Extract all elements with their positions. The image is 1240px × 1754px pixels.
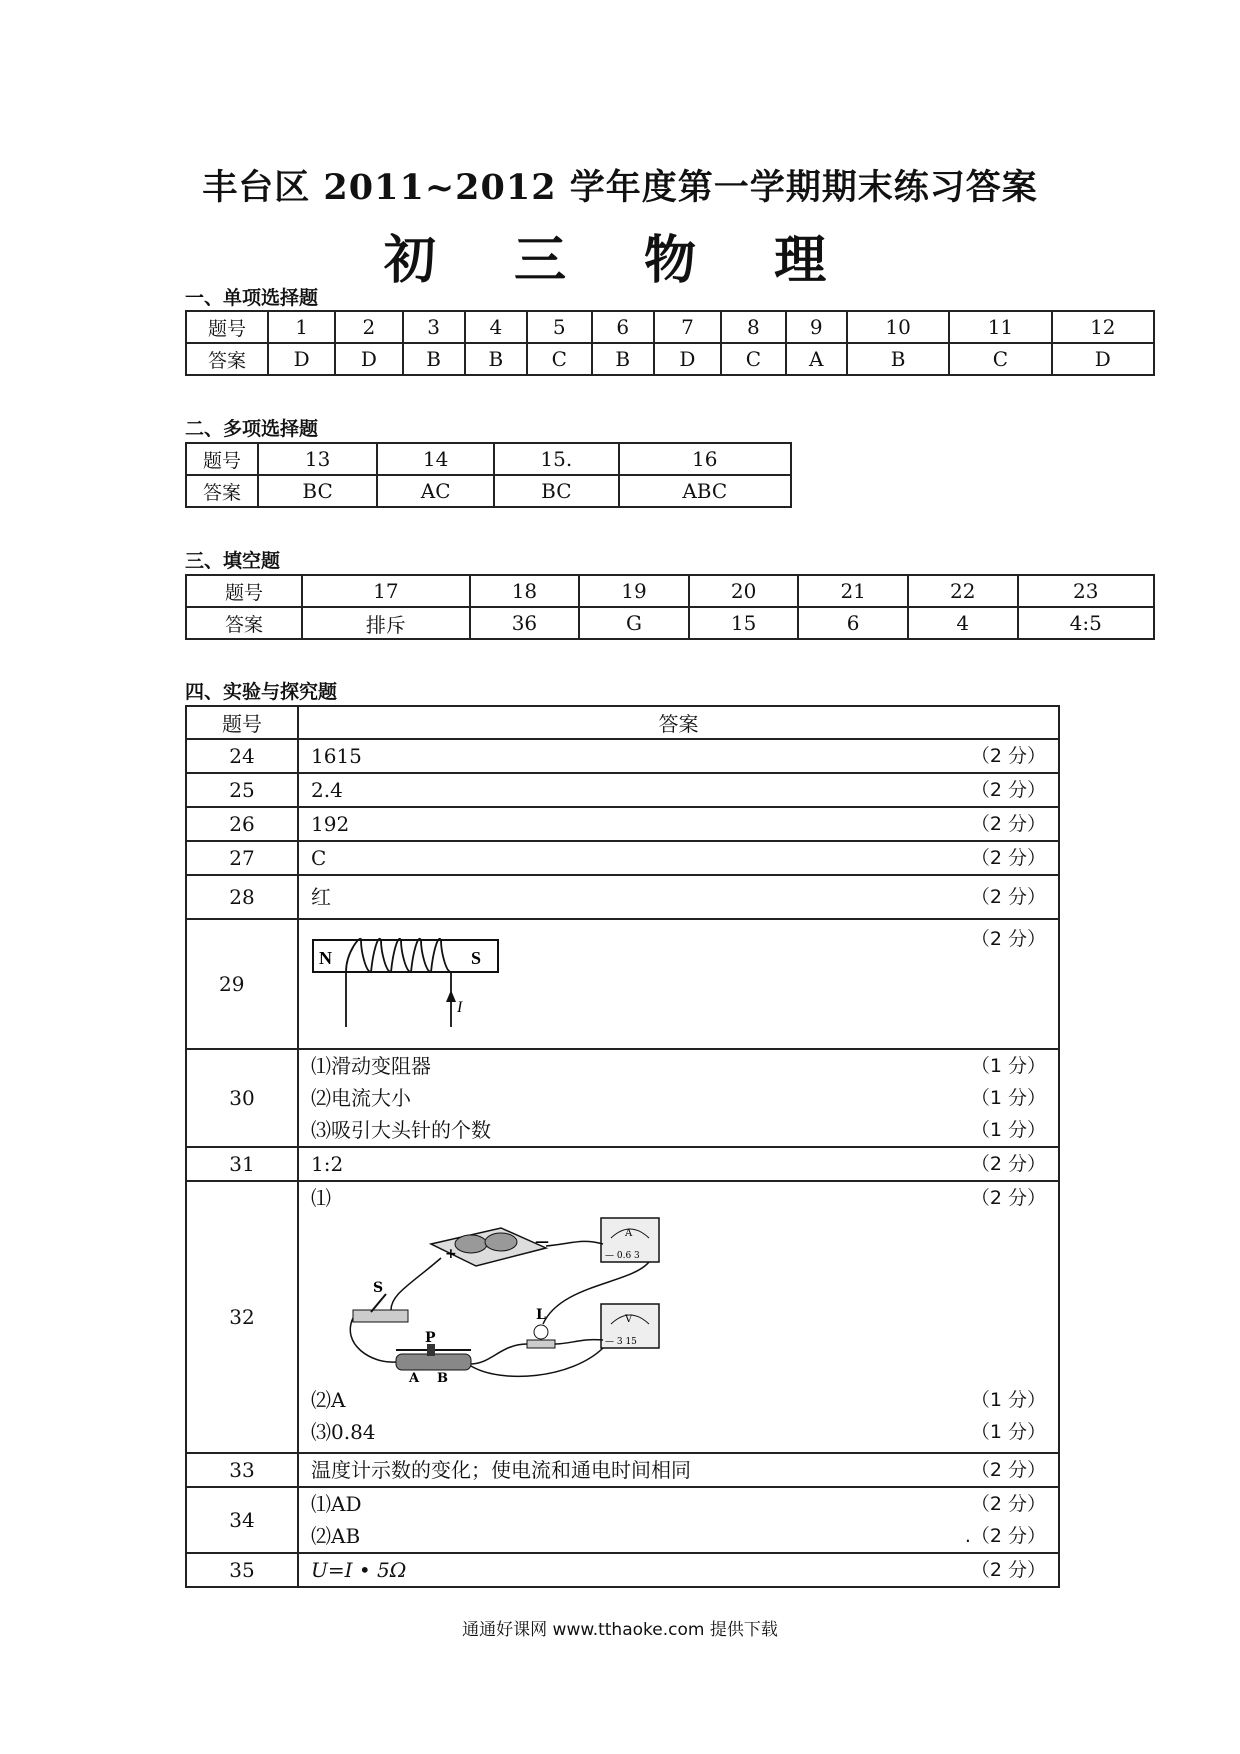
footer-source: 通通好课网 www.tthaoke.com 提供下载 — [462, 1620, 778, 1640]
question-number: 31 — [186, 1147, 298, 1181]
answer-cell: B — [592, 343, 654, 375]
answer-text: 红 — [311, 885, 331, 909]
answer-cell: 36 — [470, 607, 580, 639]
answer-cell: 15 — [689, 607, 799, 639]
pole-n-label: N — [319, 948, 332, 968]
pole-s-label: S — [471, 948, 482, 968]
answer-text: ⑶0.84 — [311, 1420, 376, 1444]
question-cell: 18 — [470, 575, 580, 607]
answer-cell: 6 — [798, 607, 908, 639]
row-25 — [186, 773, 1059, 807]
question-cell: 11 — [949, 311, 1051, 343]
lamp-bulb — [534, 1325, 548, 1339]
circuit-diagram — [331, 1214, 711, 1384]
question-cell: 15. — [494, 443, 618, 475]
row-29 — [186, 919, 1059, 1049]
answer-cell: 4 — [908, 607, 1018, 639]
answer-cell: D — [1052, 343, 1154, 375]
ammeter-letter: A — [625, 1228, 633, 1239]
answer-text: U=I • 5Ω — [311, 1558, 407, 1582]
header-question: 题号 — [186, 706, 298, 739]
question-number: 33 — [186, 1453, 298, 1487]
lamp-label: L — [536, 1307, 546, 1323]
question-number: 25 — [186, 773, 298, 807]
answer-cell: ABC — [619, 475, 791, 507]
score: （2 分） — [970, 1153, 1046, 1175]
row-label-question: 题号 — [186, 443, 258, 475]
answer-text: ⑵电流大小 — [311, 1086, 411, 1110]
question-cell: 21 — [798, 575, 908, 607]
answer-cell: BC — [494, 475, 618, 507]
score: .（2 分） — [964, 1525, 1046, 1547]
score: （2 分） — [970, 813, 1046, 835]
voltmeter-terminals: — 3 15 — [605, 1337, 637, 1347]
current-label: I — [457, 999, 463, 1016]
slider-label: P — [425, 1330, 436, 1346]
document-subtitle: 初 三 物 理 — [383, 230, 857, 291]
question-cell: 14 — [377, 443, 494, 475]
score: （2 分） — [970, 1559, 1046, 1581]
row-label-question: 题号 — [186, 575, 302, 607]
question-cell: 9 — [786, 311, 847, 343]
answer-cell: C — [527, 343, 592, 375]
section3-heading: 三、填空题 — [185, 550, 281, 572]
score: （2 分） — [970, 745, 1046, 767]
answer-cell: D — [654, 343, 721, 375]
section4-heading: 四、实验与探究题 — [185, 681, 338, 703]
question-cell: 19 — [579, 575, 689, 607]
row-32 — [186, 1181, 1059, 1453]
battery-cell — [455, 1235, 487, 1253]
document-title: 丰台区 2011~2012 学年度第一学期期末练习答案 — [202, 167, 1038, 208]
answer-text: ⑵A — [311, 1388, 346, 1412]
experiment-table — [185, 705, 1060, 1588]
question-cell: 2 — [335, 311, 402, 343]
question-cell: 10 — [847, 311, 949, 343]
question-number: 28 — [186, 875, 298, 919]
answer-text: 192 — [311, 812, 350, 836]
answer-cell: G — [579, 607, 689, 639]
score: （1 分） — [970, 1389, 1046, 1411]
answer-text: 2.4 — [311, 778, 343, 802]
question-cell: 3 — [403, 311, 465, 343]
question-number: 24 — [186, 739, 298, 773]
score: （1 分） — [970, 1119, 1046, 1141]
score: （2 分） — [970, 779, 1046, 801]
question-number: 30 — [186, 1049, 298, 1147]
coil-windings — [346, 939, 451, 1027]
answer-text: ⑵AB — [311, 1524, 361, 1548]
switch-base — [353, 1310, 408, 1322]
score: （1 分） — [970, 1055, 1046, 1077]
ammeter-terminals: — 0.6 3 — [605, 1251, 640, 1261]
single-choice-table — [185, 310, 1155, 376]
answer-cell: AC — [377, 475, 494, 507]
question-cell: 20 — [689, 575, 799, 607]
section1-heading: 一、单项选择题 — [185, 287, 319, 309]
row-label-answer: 答案 — [186, 475, 258, 507]
row-24 — [186, 739, 1059, 773]
score: （1 分） — [970, 1421, 1046, 1443]
answer-text: 1615 — [311, 744, 362, 768]
answer-text: ⑴滑动变阻器 — [311, 1054, 431, 1078]
row-label-question: 题号 — [186, 311, 268, 343]
battery-plus-label: + — [445, 1246, 457, 1262]
current-arrow — [446, 990, 456, 1002]
score: （2 分） — [970, 1459, 1046, 1481]
answer-cell: 排斥 — [302, 607, 470, 639]
solenoid-diagram — [311, 932, 511, 1032]
row-34 — [186, 1487, 1059, 1553]
row-26 — [186, 807, 1059, 841]
question-cell: 13 — [258, 443, 377, 475]
end-b-label: B — [437, 1371, 448, 1384]
answer-text: 1:2 — [311, 1152, 344, 1176]
question-cell: 16 — [619, 443, 791, 475]
row-label-answer: 答案 — [186, 343, 268, 375]
score: （2 分） — [970, 928, 1046, 950]
battery-minus-label: — — [535, 1234, 549, 1250]
question-cell: 8 — [721, 311, 786, 343]
row-35 — [186, 1553, 1059, 1587]
switch-label: S — [373, 1280, 384, 1296]
answer-cell: D — [335, 343, 402, 375]
header-answer: 答案 — [298, 706, 1059, 739]
answer-cell: A — [786, 343, 847, 375]
row-label-answer: 答案 — [186, 607, 302, 639]
end-a-label: A — [409, 1371, 420, 1384]
answer-text: ⑴AD — [311, 1492, 362, 1516]
question-cell: 5 — [527, 311, 592, 343]
row-33 — [186, 1453, 1059, 1487]
answer-text: 温度计示数的变化；使电流和通电时间相同 — [311, 1458, 691, 1482]
section2-heading: 二、多项选择题 — [185, 418, 319, 440]
question-cell: 4 — [465, 311, 527, 343]
question-number: 34 — [186, 1487, 298, 1553]
score: （2 分） — [970, 847, 1046, 869]
multiple-choice-table — [185, 442, 792, 508]
question-cell: 6 — [592, 311, 654, 343]
row-28 — [186, 875, 1059, 919]
row-31 — [186, 1147, 1059, 1181]
question-cell: 23 — [1018, 575, 1154, 607]
answer-cell: B — [403, 343, 465, 375]
answer-cell: 4:5 — [1018, 607, 1154, 639]
rheostat — [396, 1354, 471, 1370]
question-number: 27 — [186, 841, 298, 875]
answer-text: C — [311, 846, 327, 870]
battery-cell — [485, 1233, 517, 1251]
question-cell: 12 — [1052, 311, 1154, 343]
score: （2 分） — [970, 1493, 1046, 1515]
answer-text: ⑴ — [311, 1186, 331, 1210]
answer-cell: B — [465, 343, 527, 375]
answer-cell: C — [949, 343, 1051, 375]
question-number: 26 — [186, 807, 298, 841]
answer-cell: BC — [258, 475, 377, 507]
answer-cell: C — [721, 343, 786, 375]
row-27 — [186, 841, 1059, 875]
score: （2 分） — [970, 1187, 1046, 1209]
question-cell: 7 — [654, 311, 721, 343]
answer-cell: B — [847, 343, 949, 375]
fill-blank-table — [185, 574, 1155, 640]
switch-lever — [371, 1294, 386, 1312]
answer-cell: D — [268, 343, 335, 375]
lamp-base — [527, 1340, 555, 1348]
question-cell: 17 — [302, 575, 470, 607]
question-number: 32 — [186, 1181, 298, 1453]
question-number: 29 — [186, 919, 298, 1049]
question-number: 35 — [186, 1553, 298, 1587]
voltmeter-letter: V — [625, 1314, 633, 1325]
answer-text: ⑶吸引大头针的个数 — [311, 1118, 491, 1142]
question-cell: 1 — [268, 311, 335, 343]
row-30 — [186, 1049, 1059, 1147]
score: （1 分） — [970, 1087, 1046, 1109]
question-cell: 22 — [908, 575, 1018, 607]
score: （2 分） — [970, 886, 1046, 908]
